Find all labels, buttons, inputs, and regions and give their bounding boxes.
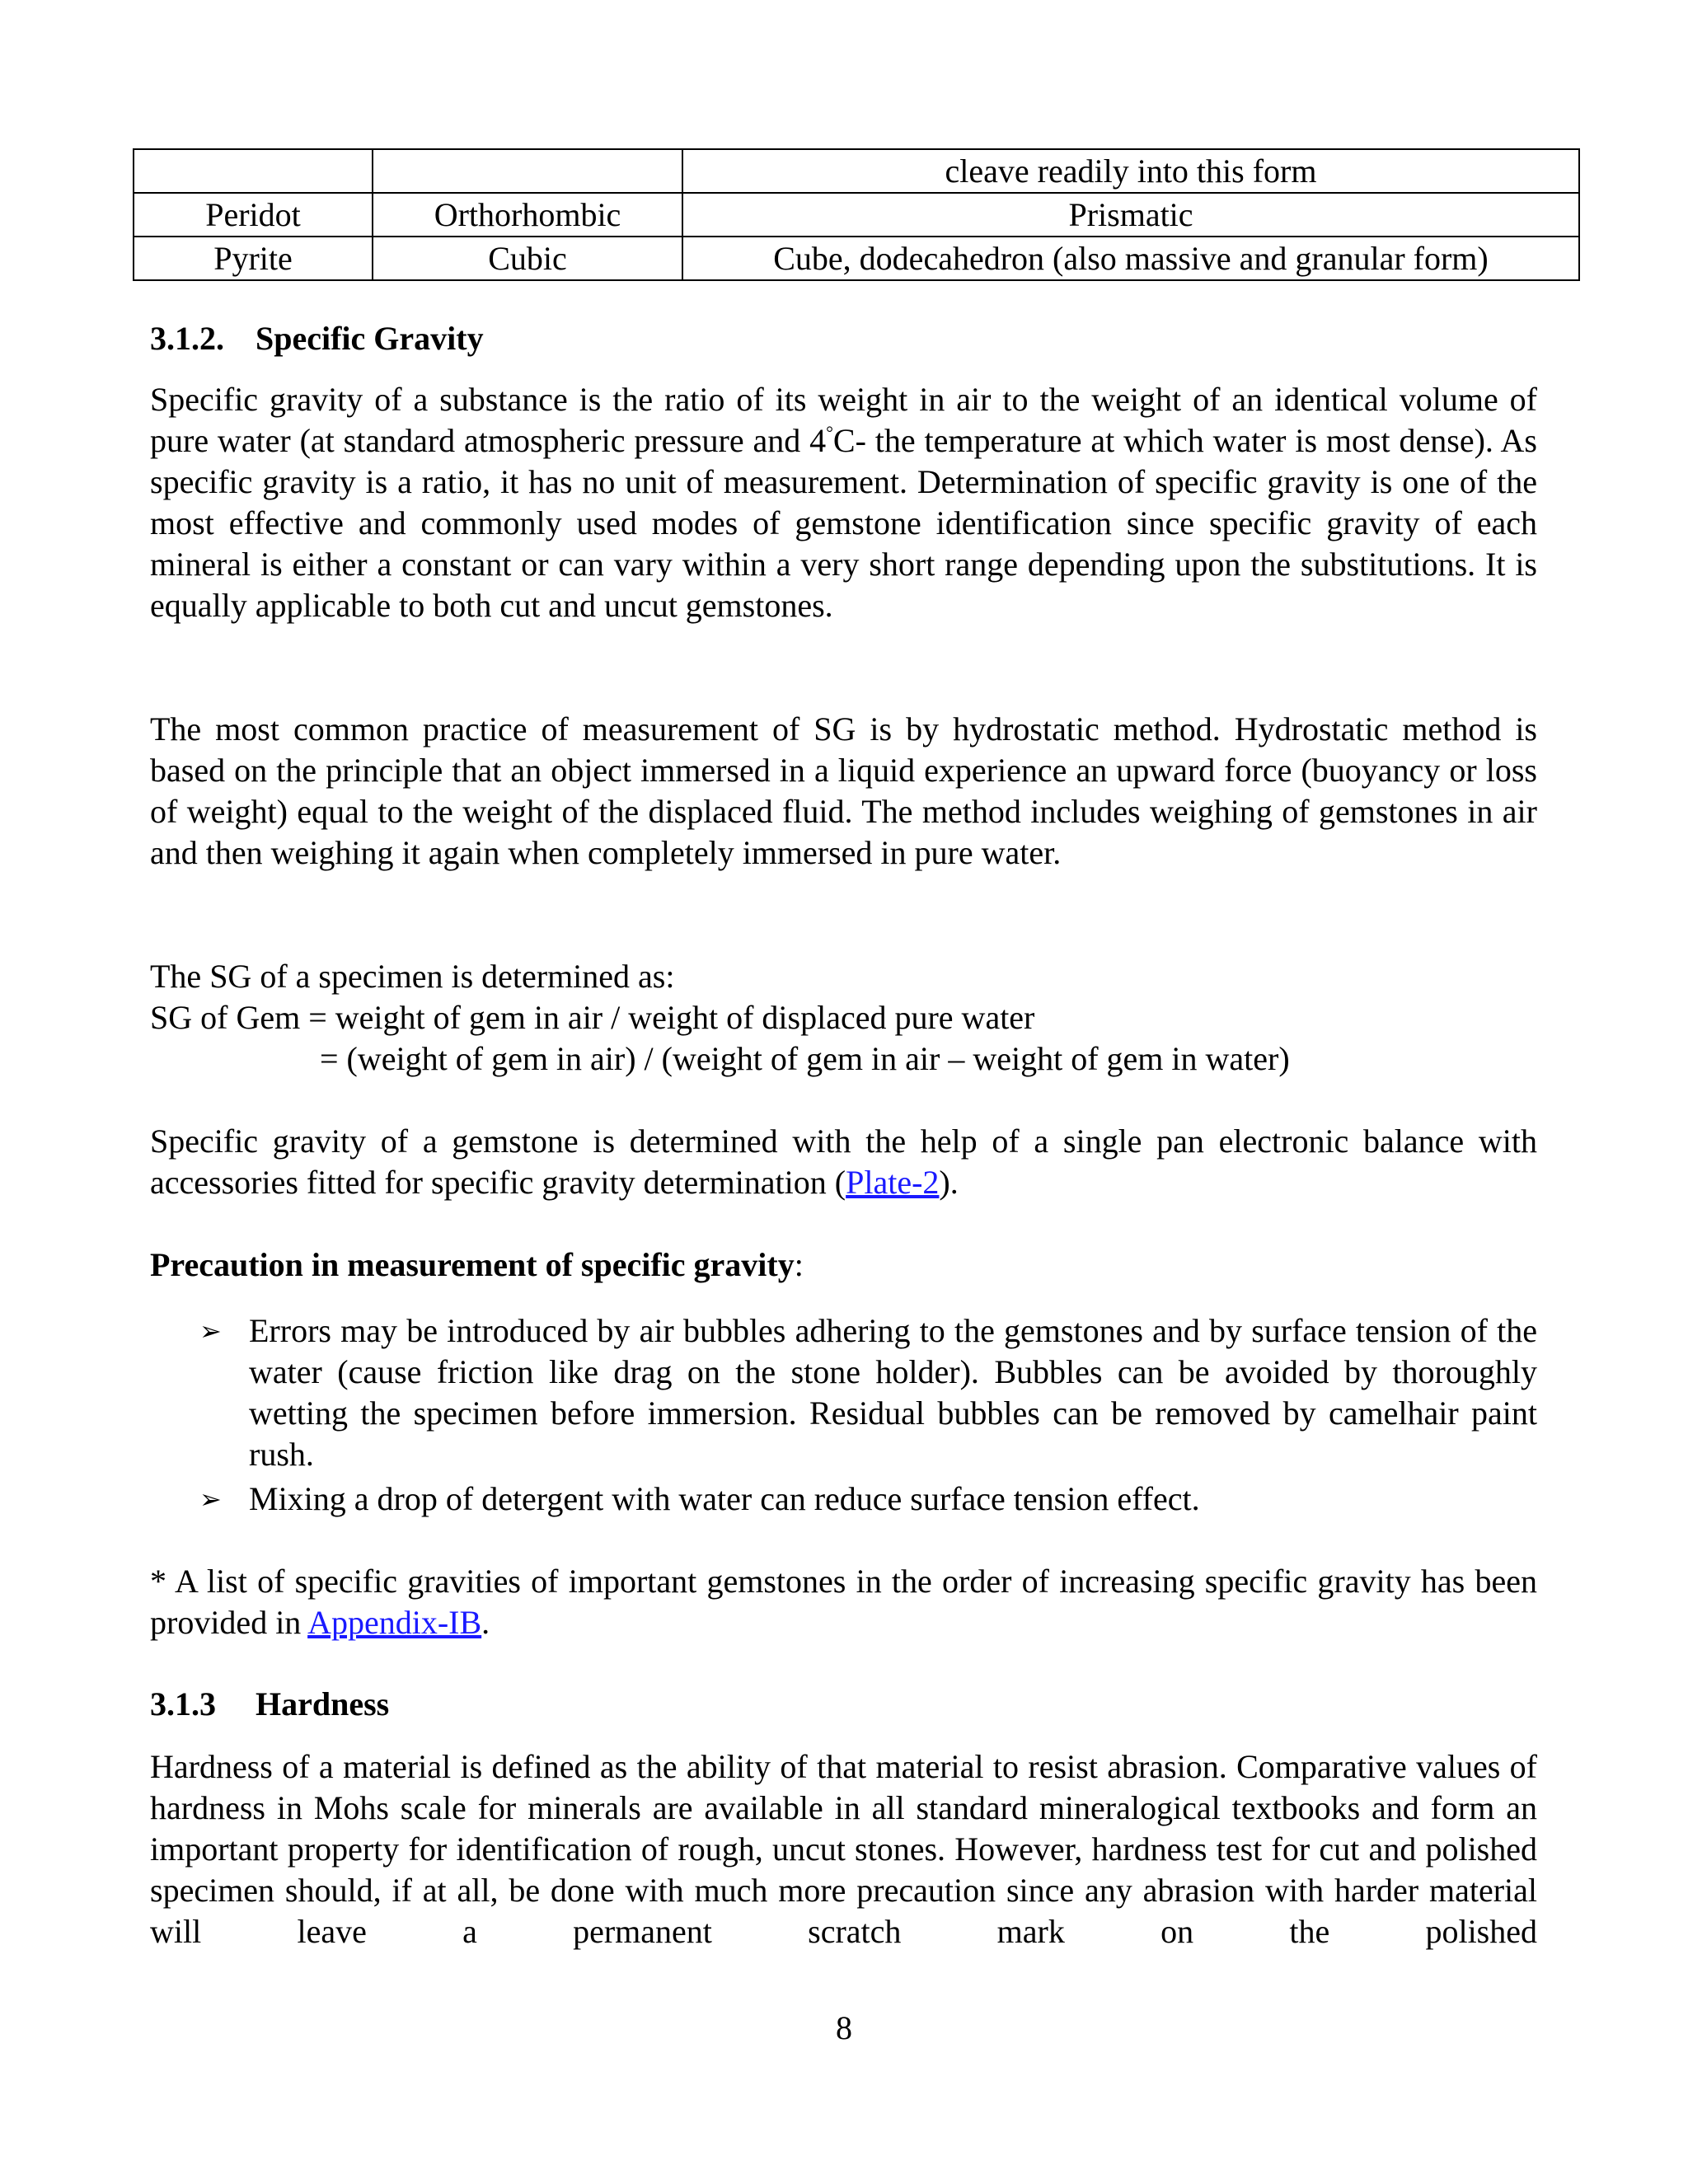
page-number: 8 — [836, 2009, 852, 2046]
formula-intro: The SG of a specimen is determined as: — [150, 958, 675, 995]
table-row — [134, 193, 1579, 237]
arrow-bullet-icon: ➢ — [199, 1483, 222, 1515]
precaution-list — [150, 1310, 1537, 1523]
degree-symbol: ° — [826, 422, 833, 443]
appendix-ib-link[interactable]: Appendix-IB — [307, 1604, 482, 1641]
list-item-text: Errors may be introduced by air bubbles adhering to the gemstones and by surface tension of the water (cause friction like drag on the stone holder). Bubbles can be avoided by thoroughly wetting the specimen before immersion. Residual bubbles can be removed by camelhair paint rush. — [249, 1312, 1537, 1473]
table-row — [134, 237, 1579, 280]
mineral-table — [133, 148, 1580, 281]
paragraph-text: Specific gravity of a gemstone is determined with the help of a single pan electronic balance with accessories fitted for specific gravity determination ( — [150, 1122, 1537, 1201]
table-cell-mineral — [134, 149, 373, 193]
precaution-title: Precaution in measurement of specific gravity — [150, 1246, 795, 1283]
paragraph-text: Specific gravity of a substance is the ratio of its weight in air to the weight of an identical volume of pure water (at standard atmospheric pressure and 4 — [150, 381, 1537, 459]
table-cell-mineral: Peridot — [134, 193, 373, 237]
plate-2-link[interactable]: Plate-2 — [846, 1164, 940, 1201]
section-number: 3.1.3 — [150, 1685, 216, 1722]
paragraph-electronic-balance — [150, 1121, 1537, 1203]
precaution-heading — [150, 1244, 1537, 1286]
paragraph-text: C- the temperature at which water is most dense). As specific gravity is a ratio, it has no unit of measurement. Determination of specific gravity is one of the most effective and commonly used modes of gemstone identification since specific gravity of each mineral is either a constant or can vary within a very short range depending upon the substitutions. It is equally applicable to both cut and uncut gemstones. — [150, 422, 1537, 624]
appendix-note — [150, 1561, 1537, 1643]
table-cell-system: Cubic — [373, 237, 682, 280]
arrow-bullet-icon: ➢ — [199, 1315, 222, 1347]
section-heading-hardness — [150, 1684, 389, 1725]
table-cell-habit: Prismatic — [682, 193, 1579, 237]
formula-line-2: = (weight of gem in air) / (weight of gem in air – weight of gem in water) — [320, 1040, 1290, 1077]
paragraph-text: ). — [939, 1164, 959, 1201]
paragraph-text: The most common practice of measurement of SG is by hydrostatic method. Hydrostatic method is based on the principle that an object immersed in a liquid experience an upward force (buoyancy or loss of weight) equal to the weight of the displaced fluid. The method includes weighing of gemstones in air and then weighing it again when completely immersed in pure water. — [150, 710, 1537, 871]
paragraph-text: Hardness of a material is defined as the ability of that material to resist abrasion. Comparative values of hardness in Mohs scale for minerals are available in all standard mineralogical textbooks and form an important property for identification of rough, uncut stones. However, hardness test for cut and polished specimen should, if at all, be done with much more precaution since any abrasion with harder material will leave a permanent scratch mark on the polished — [150, 1748, 1537, 1950]
precaution-colon: : — [794, 1246, 804, 1283]
paragraph-hydrostatic-method — [150, 709, 1537, 874]
formula-line-1: SG of Gem = weight of gem in air / weight of displaced pure water — [150, 999, 1035, 1036]
sg-formula — [150, 956, 1537, 1080]
paragraph-hardness — [150, 1746, 1537, 1952]
table-row — [134, 149, 1579, 193]
table-cell-system — [373, 149, 682, 193]
section-title: Specific Gravity — [256, 320, 484, 357]
paragraph-text: * A list of specific gravities of important gemstones in the order of increasing specific gravity has been provided in — [150, 1563, 1537, 1641]
table-cell-habit: cleave readily into this form — [682, 149, 1579, 193]
list-item-text: Mixing a drop of detergent with water can reduce surface tension effect. — [249, 1480, 1200, 1517]
table-cell-mineral: Pyrite — [134, 237, 373, 280]
section-title: Hardness — [256, 1685, 390, 1722]
section-heading-specific-gravity — [150, 318, 484, 359]
list-item — [150, 1310, 1537, 1475]
section-number: 3.1.2. — [150, 320, 224, 357]
paragraph-text: . — [481, 1604, 490, 1641]
paragraph-sg-definition — [150, 379, 1537, 626]
table-cell-system: Orthorhombic — [373, 193, 682, 237]
table-cell-habit: Cube, dodecahedron (also massive and granular form) — [682, 237, 1579, 280]
list-item — [150, 1479, 1537, 1520]
